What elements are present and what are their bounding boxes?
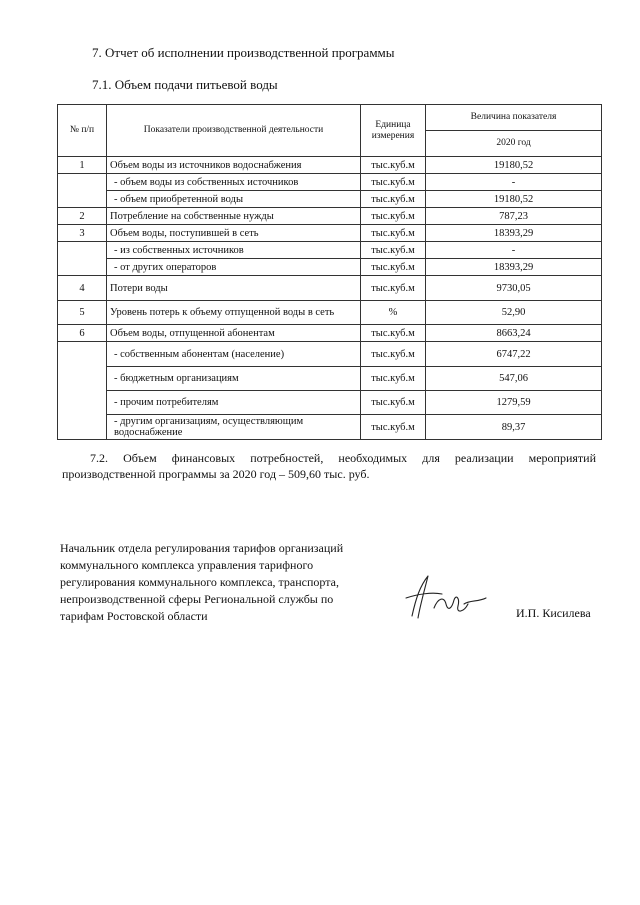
header-unit: Единица измерения <box>361 105 426 157</box>
section-7-heading: 7. Отчет об исполнении производственной программы <box>92 45 395 60</box>
row-unit: тыс.куб.м <box>361 157 426 174</box>
row-name: - объем воды из собственных источников <box>107 174 361 191</box>
table-row <box>58 325 602 342</box>
row-value: 9730,05 <box>426 276 602 301</box>
row-value: - <box>426 242 602 259</box>
table-row <box>58 242 602 259</box>
row-unit: % <box>361 301 426 325</box>
row-value: 18393,29 <box>426 259 602 276</box>
row-num-empty <box>58 242 107 276</box>
row-unit: тыс.куб.м <box>361 325 426 342</box>
row-value: 19180,52 <box>426 191 602 208</box>
row-name: Уровень потерь к объему отпущенной воды в сеть <box>107 301 361 325</box>
row-name: - объем приобретенной воды <box>107 191 361 208</box>
row-num: 6 <box>58 325 107 342</box>
table-row <box>58 225 602 242</box>
row-value: 787,23 <box>426 208 602 225</box>
row-value: 547,06 <box>426 367 602 391</box>
row-value: 19180,52 <box>426 157 602 174</box>
table-row <box>58 174 602 191</box>
row-unit: тыс.куб.м <box>361 208 426 225</box>
row-value: 52,90 <box>426 301 602 325</box>
table-row <box>58 208 602 225</box>
row-unit: тыс.куб.м <box>361 367 426 391</box>
row-num: 4 <box>58 276 107 301</box>
table-row <box>58 391 602 415</box>
row-name: Объем воды, отпущенной абонентам <box>107 325 361 342</box>
row-unit: тыс.куб.м <box>361 276 426 301</box>
row-unit: тыс.куб.м <box>361 342 426 367</box>
row-value: 1279,59 <box>426 391 602 415</box>
header-value-group: Величина показателя <box>426 105 602 131</box>
row-unit: тыс.куб.м <box>361 259 426 276</box>
row-name: Объем воды из источников водоснабжения <box>107 157 361 174</box>
row-name: - другим организациям, осуществляющим водоснабжение <box>107 415 361 440</box>
header-num: № п/п <box>58 105 107 157</box>
row-num: 2 <box>58 208 107 225</box>
row-name: - из собственных источников <box>107 242 361 259</box>
row-value: 8663,24 <box>426 325 602 342</box>
financial-needs-paragraph: 7.2. Объем финансовых потребностей, необходимых для реализации мероприятий производственной программы за 2020 год – 509,60 тыс. руб. <box>62 451 596 481</box>
signatory-title: Начальник отдела регулирования тарифов организаций коммунального комплекса управления тарифного регулирования коммунального комплекса, транспорта, непроизводственной сферы Региональной службы по тарифам Ростовской области <box>60 541 344 623</box>
row-unit: тыс.куб.м <box>361 174 426 191</box>
row-value: 89,37 <box>426 415 602 440</box>
table-row <box>58 415 602 440</box>
row-num: 1 <box>58 157 107 174</box>
header-year: 2020 год <box>426 131 602 157</box>
row-name: - от других операторов <box>107 259 361 276</box>
row-name: - собственным абонентам (население) <box>107 342 361 367</box>
header-indicator: Показатели производственной деятельности <box>107 105 361 157</box>
row-unit: тыс.куб.м <box>361 242 426 259</box>
row-name: Потребление на собственные нужды <box>107 208 361 225</box>
row-num: 3 <box>58 225 107 242</box>
water-supply-table <box>57 104 602 440</box>
row-value: - <box>426 174 602 191</box>
row-unit: тыс.куб.м <box>361 391 426 415</box>
row-name: - прочим потребителям <box>107 391 361 415</box>
table-row <box>58 301 602 325</box>
table-row <box>58 157 602 174</box>
table-row <box>58 342 602 367</box>
row-num: 5 <box>58 301 107 325</box>
row-name: - бюджетным организациям <box>107 367 361 391</box>
table-row <box>58 259 602 276</box>
row-name: Объем воды, поступившей в сеть <box>107 225 361 242</box>
row-unit: тыс.куб.м <box>361 415 426 440</box>
signatory-name: И.П. Кисилева <box>516 606 591 620</box>
row-name: Потери воды <box>107 276 361 301</box>
table-row <box>58 276 602 301</box>
row-unit: тыс.куб.м <box>361 191 426 208</box>
section-7-1-heading: 7.1. Объем подачи питьевой воды <box>92 77 278 92</box>
table-row <box>58 367 602 391</box>
row-value: 18393,29 <box>426 225 602 242</box>
table-row <box>58 191 602 208</box>
handwritten-signature <box>398 568 490 624</box>
row-num-empty <box>58 174 107 208</box>
row-value: 6747,22 <box>426 342 602 367</box>
row-unit: тыс.куб.м <box>361 225 426 242</box>
row-num-empty <box>58 342 107 440</box>
